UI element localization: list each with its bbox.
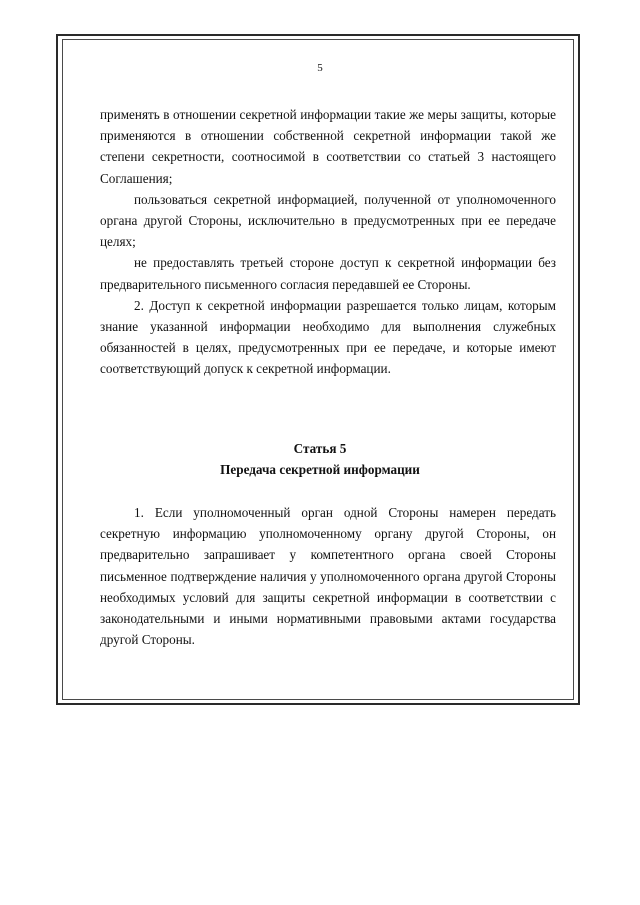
article-number-heading: Статья 5 — [293, 441, 347, 456]
page-number: 5 — [317, 62, 323, 74]
paragraph: 2. Доступ к секретной информации разрешается только лицам, которым знание указанной информации необходимо для выполнения служебных обязанностей в целях, предусмотренных при ее передаче, и которые имеют соответствующий допуск к секретной информации. — [100, 297, 556, 377]
paragraph: применять в отношении секретной информации такие же меры защиты, которые применяются в отношении собственной секретной информации такой же степени секретности, соотносимой в соответствии со статьей 3 настоящего Соглашения; — [100, 107, 556, 186]
paragraph: не предоставлять третьей стороне доступ к секретной информации без предварительного письменного согласия передавшей ее Стороны. — [100, 255, 556, 292]
paragraph: пользоваться секретной информацией, полученной от уполномоченного органа другой Стороны, исключительно в предусмотренных при ее передаче целях; — [100, 191, 556, 250]
article-text-block — [100, 502, 556, 650]
paragraph: 1. Если уполномоченный орган одной Стороны намерен передать секретную информацию уполномоченному органу другой Стороны, он предварительно запрашивает у компетентного органа своей Стороны письменное подтверждение наличия у уполномоченного органа другой Стороны необходимых условий для защиты секретной информации в соответствии с законодательными и иными нормативными правовыми актами государства другой Стороны. — [100, 505, 556, 648]
top-text-block — [100, 104, 556, 380]
article-title-heading: Передача секретной информации — [220, 462, 420, 477]
